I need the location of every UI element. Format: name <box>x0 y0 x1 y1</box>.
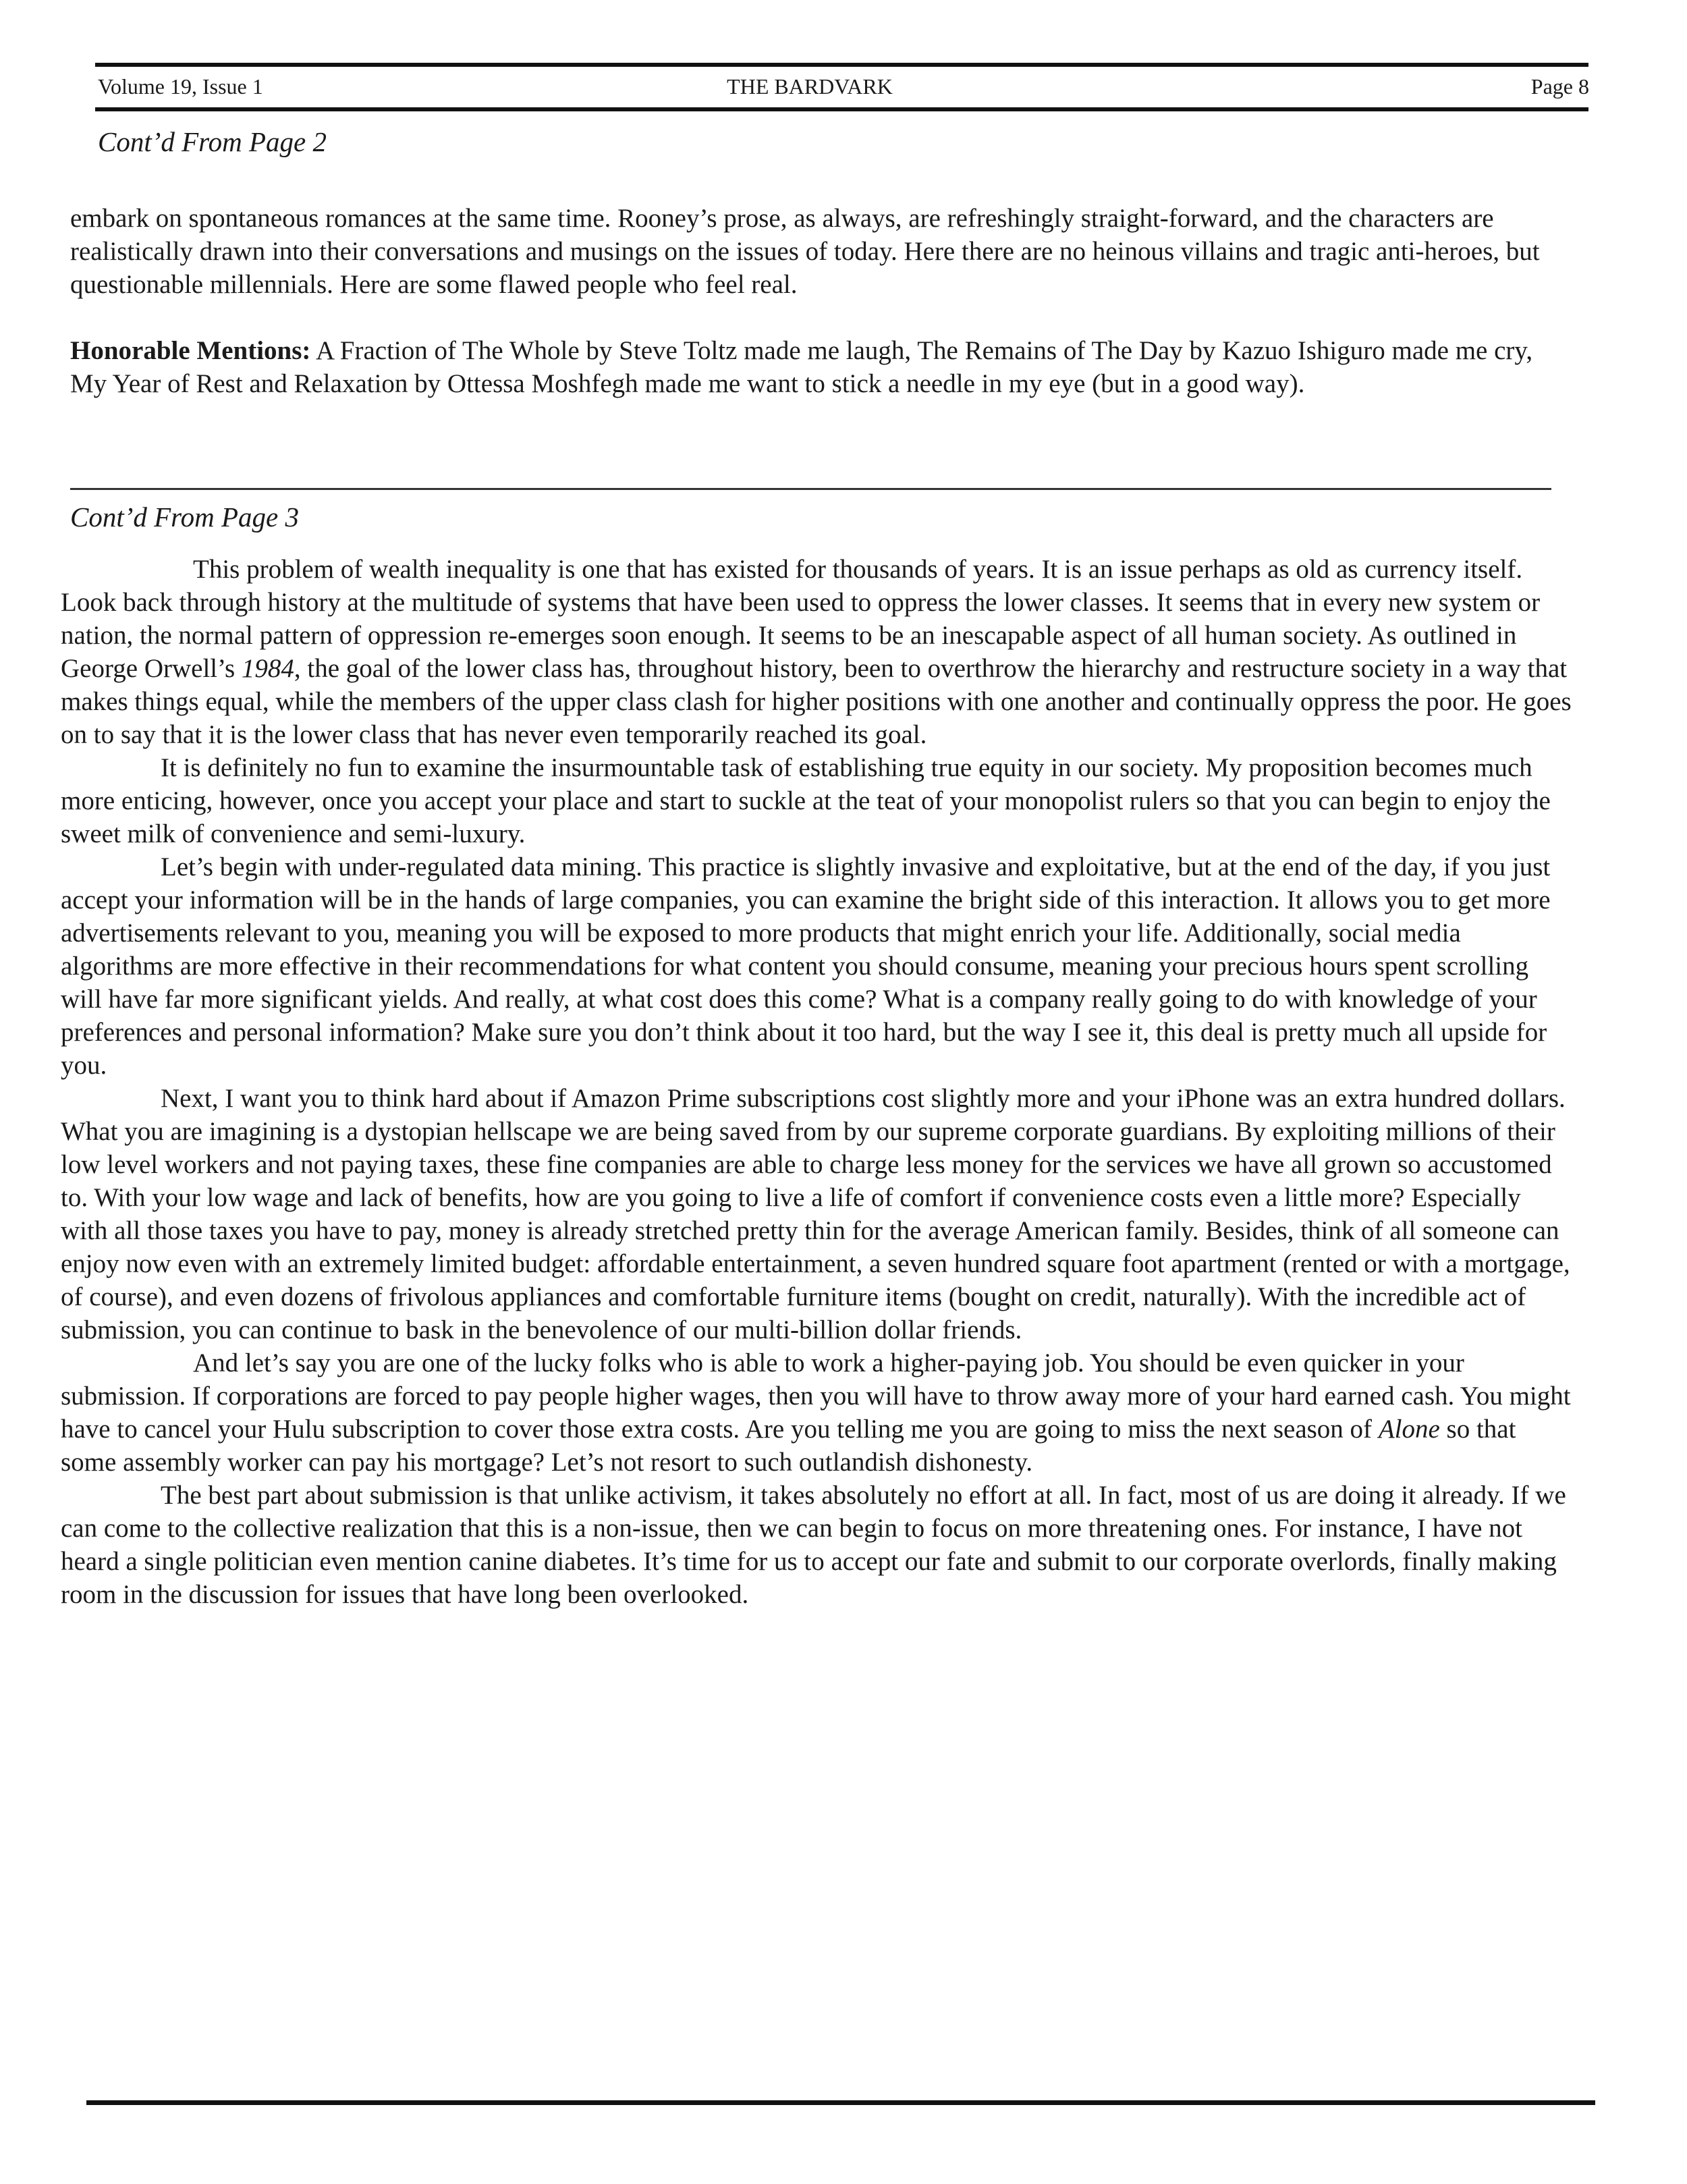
essay-paragraph-2: It is definitely no fun to examine the insurmountable task of establishing true equity in our society. My proposition becomes much more enticing, however, once you accept your place and start to suckle at the teat of your monopolist rulers so that you can begin to enjoy the sweet milk of convenience and semi-luxury. <box>61 753 1551 848</box>
header-top-rule <box>95 63 1588 67</box>
show-title-alone: Alone <box>1378 1415 1440 1444</box>
footer-rule <box>86 2100 1595 2105</box>
review-paragraph: embark on spontaneous romances at the same time. Rooney’s prose, as always, are refreshingly straight-forward, and the characters are realistically drawn into their conversations and musings on the issues of today. Here there are no heinous villains and tragic anti-heroes, but questionable millennials. Here are some flawed people who feel real. <box>70 204 1540 299</box>
honorable-mentions-paragraph <box>70 334 1558 400</box>
essay-paragraph-3: Let’s begin with under-regulated data mining. This practice is slightly invasive and exploitative, but at the end of the day, if you just accept your information will be in the hands of large companies, you can examine the bright side of this interaction. It allows you to get more advertisements relevant to you, meaning you will be exposed to more products that might enrich your life. Additionally, social media algorithms are more effective in their recommendations for what content you should consume, meaning your precious hours spent scrolling will have far more significant yields. And really, at what cost does this come? What is a company really going to do with knowledge of your preferences and personal information? Make sure you don’t think about it too hard, but the way I see it, this deal is pretty much all upside for you. <box>61 852 1551 1080</box>
book-review-continuation <box>70 202 1558 400</box>
book-title-1984: 1984 <box>241 654 294 683</box>
section-divider <box>70 488 1551 490</box>
newsletter-title: THE BARDVARK <box>727 74 893 99</box>
issue-number: Volume 19, Issue 1 <box>98 74 263 99</box>
essay-paragraph-1: This problem of wealth inequality is one that has existed for thousands of years. It is an issue perhaps as old as currency itself. Look back through history at the multitude of systems that have been used to oppress the lower classes. It seems that in every new system or nation, the normal pattern of oppression re-emerges soon enough. It seems to be an inescapable aspect of all human society. As outlined in George Orwell’s 1984, the goal of the lower class has, throughout history, been to overthrow the hierarchy and restructure society in a way that makes things equal, while the members of the upper class clash for higher positions with one another and continually oppress the poor. He goes on to say that it is the lower class that has never even temporarily reached its goal. <box>61 555 1572 749</box>
header-bottom-rule <box>95 107 1588 111</box>
honorable-mentions-label: Honorable Mentions: <box>70 336 311 365</box>
essay-paragraph-6: The best part about submission is that unlike activism, it takes absolutely no effort at all. In fact, most of us are doing it already. If we can come to the collective realization that this is a non-issue, then we can begin to focus on more threatening ones. For instance, I have not heard a single politician even mention canine diabetes. It’s time for us to accept our fate and submit to our corporate overlords, finally making room in the discussion for issues that have long been overlooked. <box>61 1481 1566 1609</box>
essay-paragraph-4: Next, I want you to think hard about if Amazon Prime subscriptions cost slightly more and your iPhone was an extra hundred dollars. What you are imagining is a dystopian hellscape we are being saved from by our supreme corporate guardians. By exploiting millions of their low level workers and not paying taxes, these fine companies are able to charge less money for the services we have all grown so accustomed to. With your low wage and lack of benefits, how are you going to live a life of comfort if convenience costs even a little more? Especially with all those taxes you have to pay, money is already stretched pretty thin for the average American family. Besides, think of all someone can enjoy now even with an extremely limited budget: affordable entertainment, a seven hundred square foot apartment (rented or with a mortgage, of course), and even dozens of frivolous appliances and comfortable furniture items (bought on credit, naturally). With the incredible act of submission, you can continue to bask in the benevolence of our multi-billion dollar friends. <box>61 1084 1570 1344</box>
page-number: Page 8 <box>1530 74 1589 99</box>
essay-paragraph-5: And let’s say you are one of the lucky folks who is able to work a higher-paying job. You should be even quicker in your submission. If corporations are forced to pay people higher wages, then you will have to throw away more of your hard earned cash. You might have to cancel your Hulu subscription to cover those extra costs. Are you telling me you are going to miss the next season of Alone so that some assembly worker can pay his mortgage? Let’s not resort to such outlandish dishonesty. <box>61 1348 1571 1477</box>
essay-continuation <box>61 553 1572 1611</box>
continued-from-page-2-heading: Cont’d From Page 2 <box>98 126 327 157</box>
continued-from-page-3-heading: Cont’d From Page 3 <box>70 501 299 533</box>
honorable-mentions-text: A Fraction of The Whole by Steve Toltz made me laugh, The Remains of The Day by Kazuo Ishiguro made me cry, My Year of Rest and Relaxation by Ottessa Moshfegh made me want to stick a needle in my eye (but in a good way). <box>70 336 1533 398</box>
